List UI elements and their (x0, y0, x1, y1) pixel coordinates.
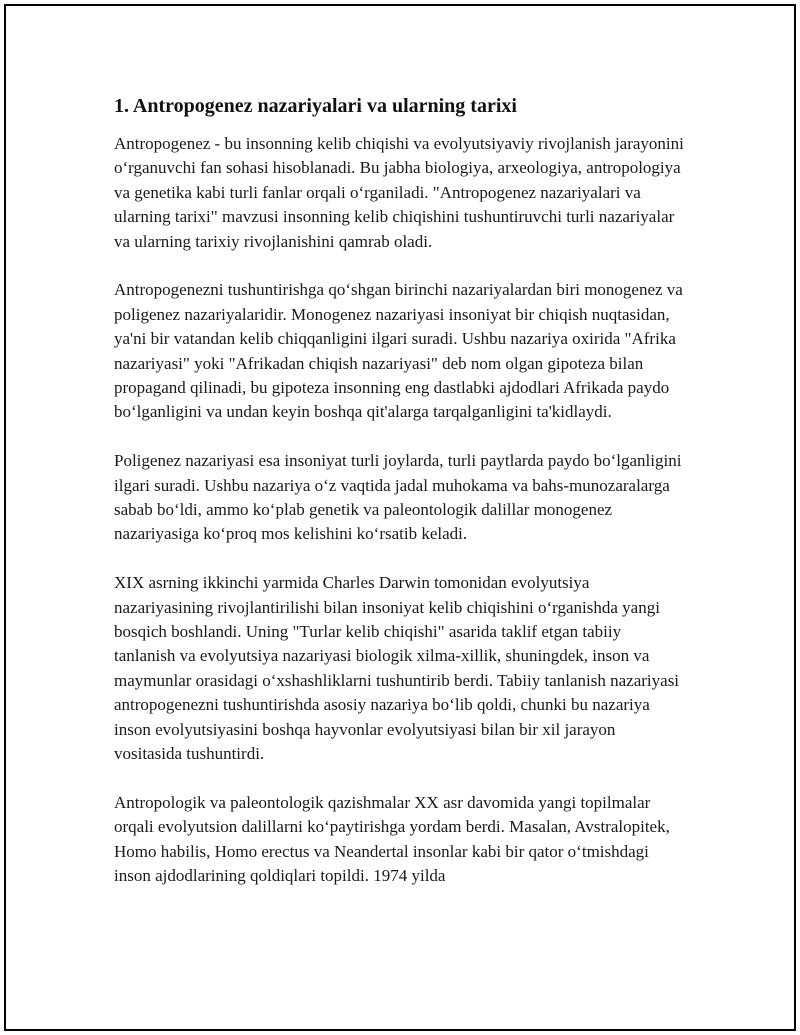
section-heading: 1. Antropogenez nazariyalari va ularning tarixi (114, 95, 517, 117)
paragraph-1: Antropogenez - bu insonning kelib chiqishi va evolyutsiyaviy rivojlanish jarayonini oʻrganuvchi fan sohasi hisoblanadi. Bu jabha biologiya, arxeologiya, antropologiya va genetika kabi turli fanlar orqali oʻrganiladi. "Antropogenez nazariyalari va ularning tarixi" mavzusi insonning kelib chiqishini tushuntiruvchi turli nazariyalar va ularning tarixiy rivojlanishini qamrab oladi. (114, 134, 684, 251)
paragraph-2: Antropogenezni tushuntirishga qoʻshgan birinchi nazariyalardan biri monogenez va poligenez nazariyalaridir. Monogenez nazariyasi insoniyat bir chiqish nuqtasidan, ya'ni bir vatandan kelib chiqqanligini ilgari suradi. Ushbu nazariya oxirida "Afrika nazariyasi" yoki "Afrikadan chiqish nazariyasi" deb nom olgan gipoteza bilan propagand qilinadi, bu gipoteza insonning eng dastlabki ajdodlari Afrikada paydo boʻlganligini va undan keyin boshqa qit'alarga tarqalganligini ta'kidlaydi. (114, 280, 683, 422)
paragraph-4: XIX asrning ikkinchi yarmida Charles Darwin tomonidan evolyutsiya nazariyasining rivojlantirilishi bilan insoniyat kelib chiqishini oʻrganishda yangi bosqich boshlandi. Uning "Turlar kelib chiqishi" asarida taklif etgan tabiiy tanlanish va evolyutsiya nazariyasi biologik xilma-xillik, shuningdek, inson va maymunlar orasidagi oʻxshashliklarni tushuntirib berdi. Tabiiy tanlanish nazariyasi antropogenezni tushuntirishda asosiy nazariya boʻlib qoldi, chunki bu nazariya inson evolyutsiyasini boshqa hayvonlar evolyutsiyasi bilan bir xil jarayon vositasida tushuntirdi. (114, 573, 680, 764)
document-body (114, 92, 686, 913)
paragraph-5: Antropologik va paleontologik qazishmalar XX asr davomida yangi topilmalar orqali evolyutsion dalillarni koʻpaytirishga yordam berdi. Masalan, Avstralopitek, Homo habilis, Homo erectus va Neandertal insonlar kabi bir qator oʻtmishdagi inson ajdodlarining qoldiqlari topildi. 1974 yilda (114, 792, 670, 886)
paragraph-3: Poligenez nazariyasi esa insoniyat turli joylarda, turli paytlarda paydo boʻlganligini ilgari suradi. Ushbu nazariya oʻz vaqtida jadal muhokama va bahs-munozaralarga sabab boʻldi, ammo koʻplab genetik va paleontologik dalillar monogenez nazariyasiga koʻproq mos kelishini koʻrsatib keladi. (114, 451, 682, 544)
